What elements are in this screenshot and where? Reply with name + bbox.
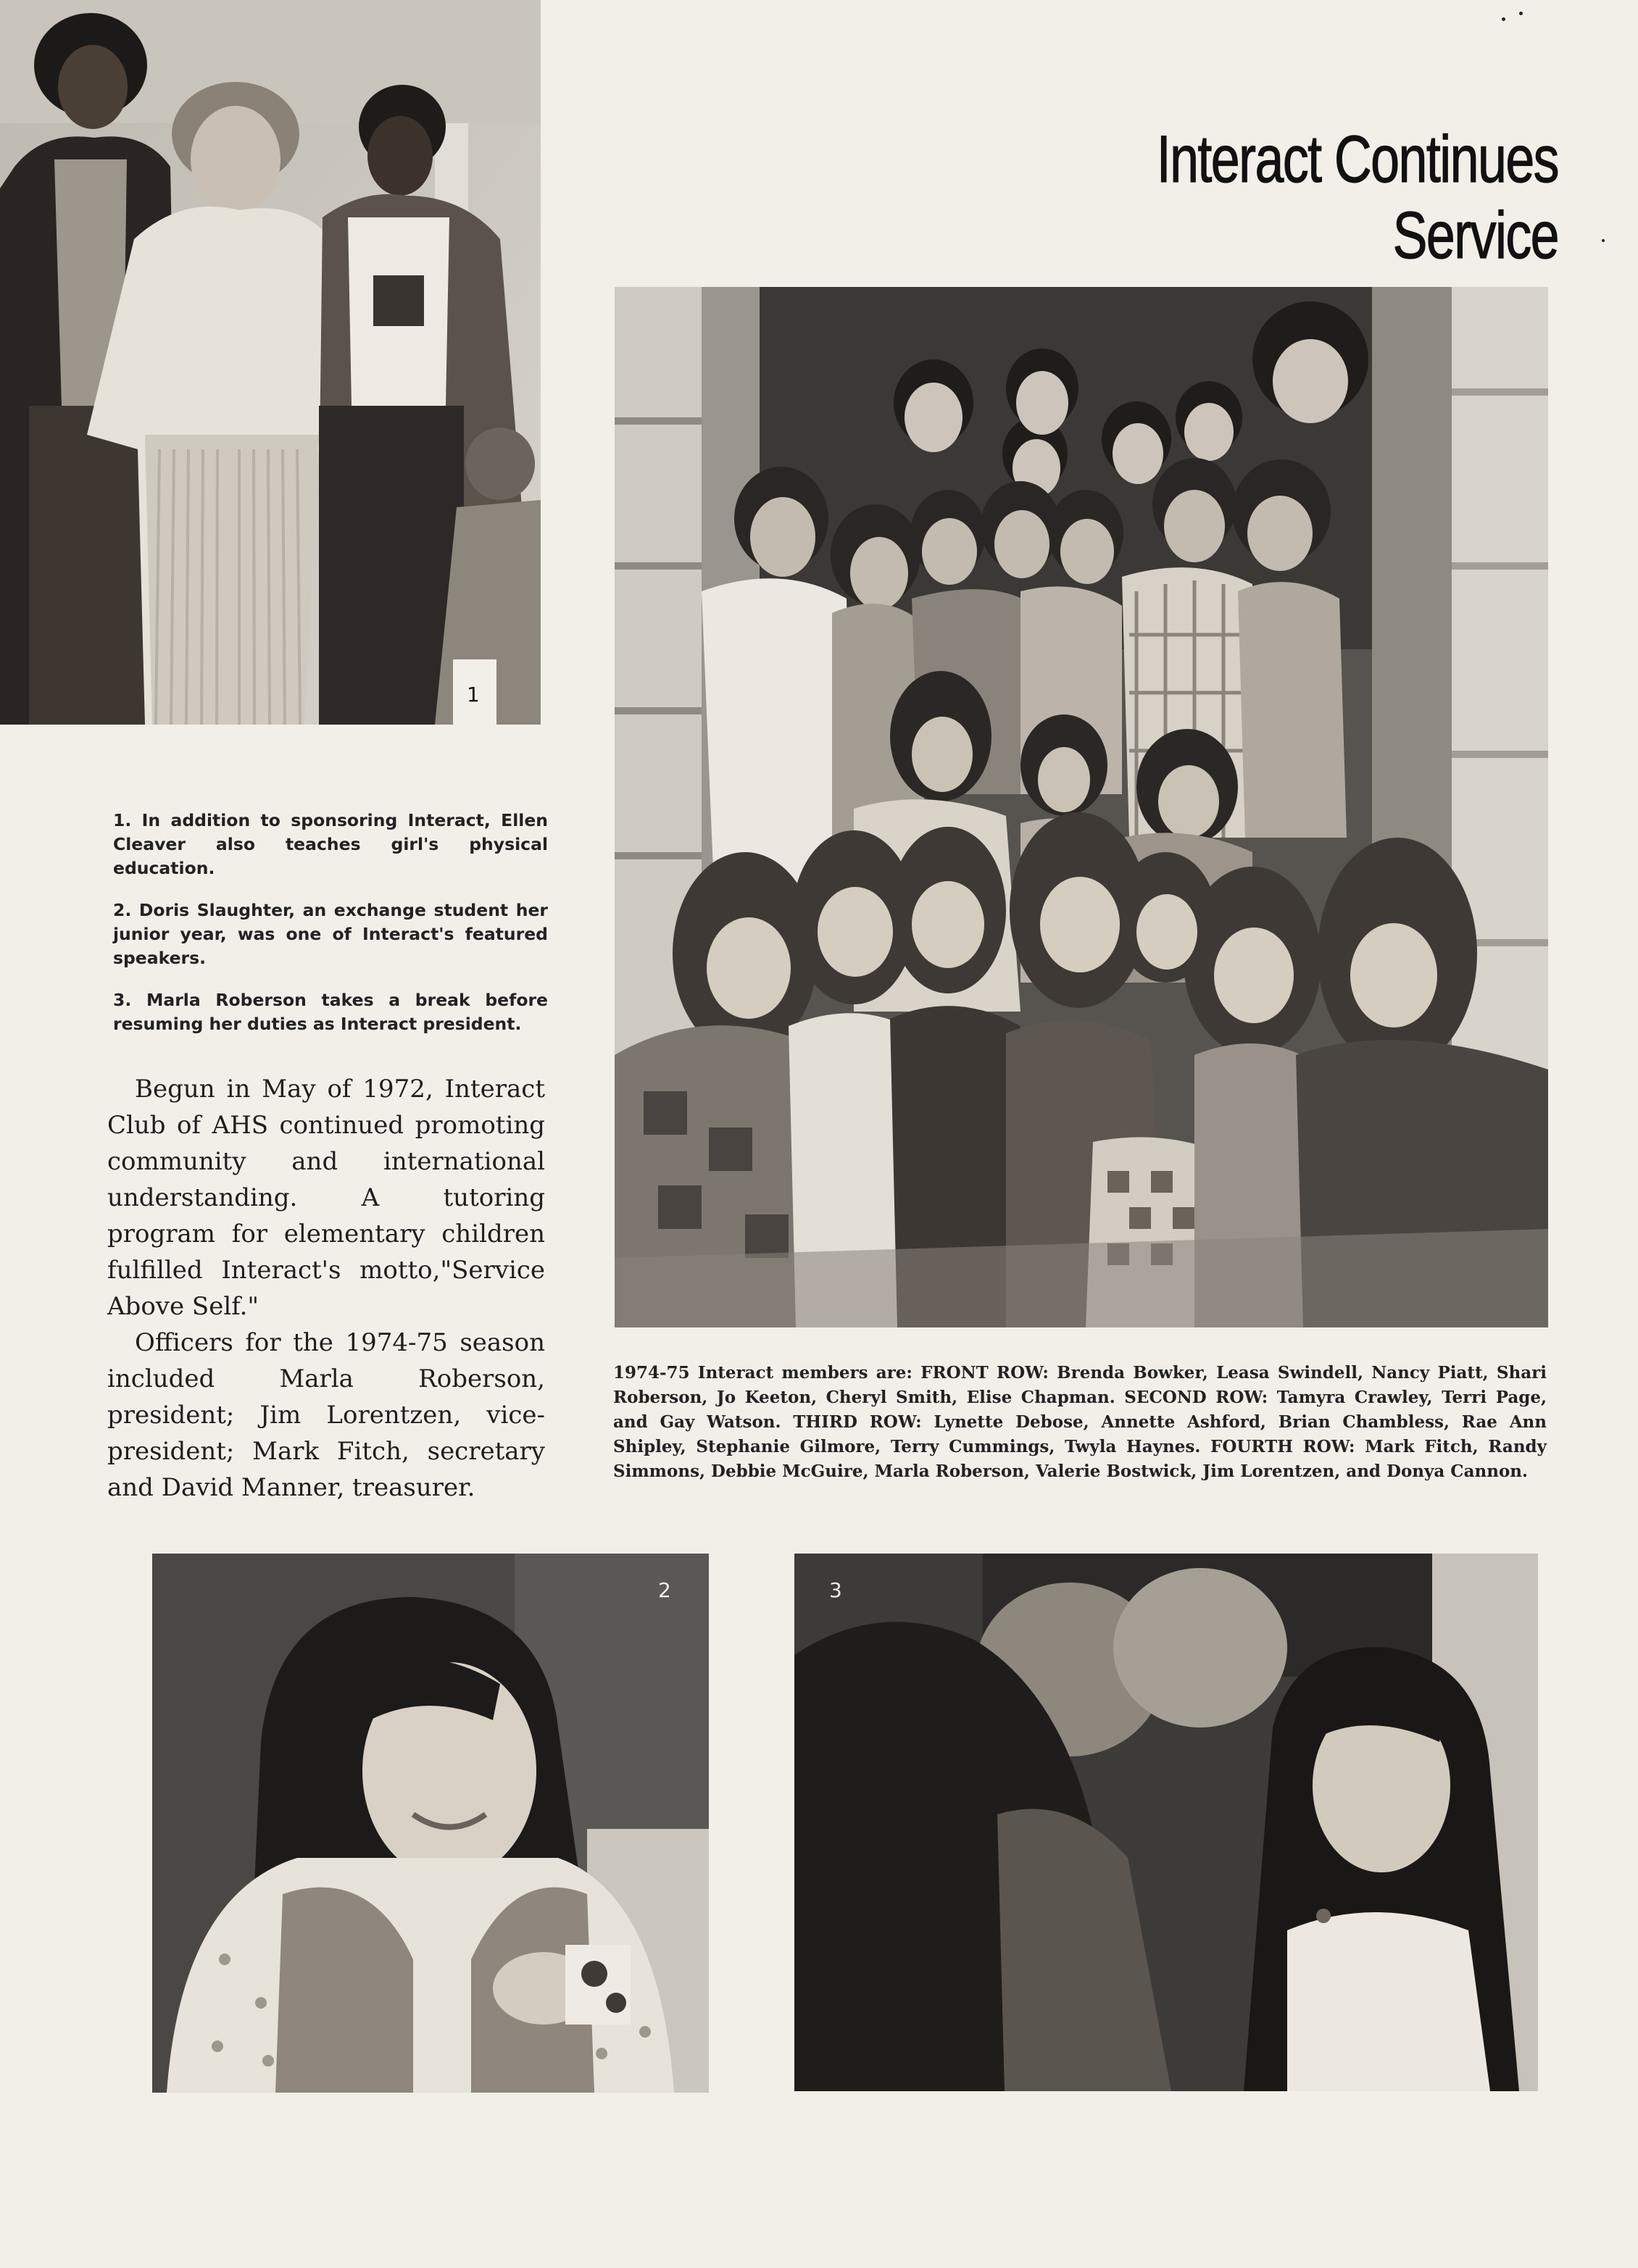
article-body xyxy=(107,1071,545,1506)
caption-2: 2. Doris Slaughter, an exchange student her junior year, was one of Interact's featured speakers. xyxy=(113,900,548,968)
photo-1-image xyxy=(0,0,541,725)
body-paragraph-1: Begun in May of 1972, Interact Club of AHS continued promoting community and international understanding. A tutoring program for elementary children fulfilled Interact's motto,"Service Above Self." xyxy=(107,1075,545,1321)
print-speck xyxy=(1602,239,1605,242)
group-photo-image xyxy=(615,287,1548,1327)
caption-1: 1. In addition to sponsoring Interact, Ellen Cleaver also teaches girl's physical education. xyxy=(113,810,548,878)
group-photo-caption: 1974-75 Interact members are: FRONT ROW: Brenda Bowker, Leasa Swindell, Nancy Piatt, Shari Roberson, Jo Keeton, Cheryl Smith, Elise Chapman. SECOND ROW: Tamyra Crawley, Terri Page, and Gay Watson. THIRD ROW: Lynette Debose, Annette Ashford, Brian Chambless, Rae Ann Shipley, Stephanie Gilmore, Terry Cummings, Twyla Haynes. FOURTH ROW: Mark Fitch, Randy Simmons, Debbie McGuire, Marla Roberson, Valerie Bostwick, Jim Lorentzen, and Donya Cannon. xyxy=(613,1363,1547,1481)
page-title: Interact Continues Service xyxy=(1156,122,1558,272)
photo-2-number: 2 xyxy=(658,1578,671,1602)
photo-1-number: 1 xyxy=(467,683,480,706)
photo-2-image xyxy=(152,1554,709,2093)
print-speck xyxy=(1502,17,1505,21)
photo-3-image xyxy=(794,1554,1538,2091)
caption-3: 3. Marla Roberson takes a break before resuming her duties as Interact president. xyxy=(113,990,548,1034)
body-paragraph-2: Officers for the 1974-75 season included Marla Roberson, president; Jim Lorentzen, vice-president; Mark Fitch, secretary and David Manner, treasurer. xyxy=(107,1328,545,1502)
photo-group-members xyxy=(615,287,1548,1327)
print-speck xyxy=(1519,12,1523,15)
photo-interact-president xyxy=(794,1554,1538,2091)
photo-captions xyxy=(113,809,548,1054)
photo-sponsor-with-students xyxy=(0,0,541,725)
photo-3-number: 3 xyxy=(829,1578,842,1602)
photo-exchange-student xyxy=(152,1554,709,2093)
